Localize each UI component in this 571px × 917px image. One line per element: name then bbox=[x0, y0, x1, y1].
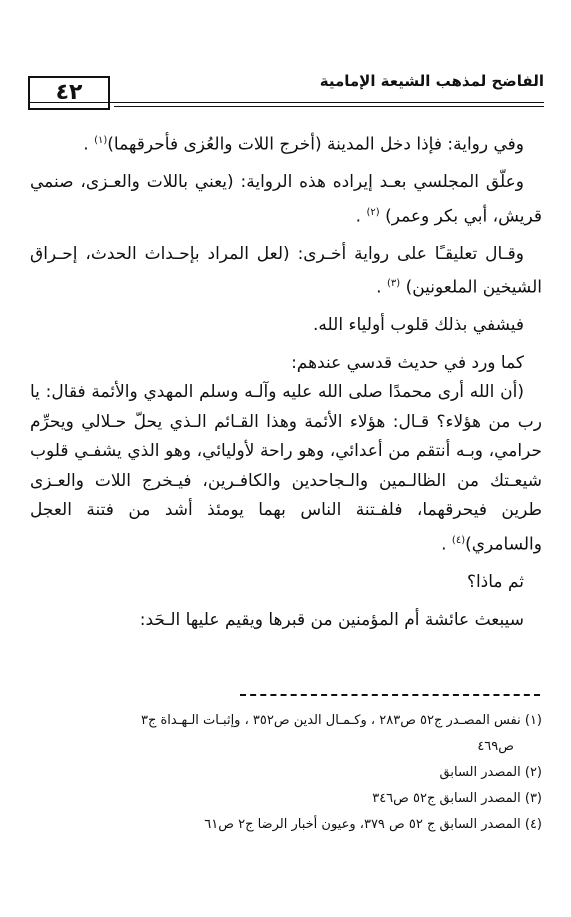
footnote: (١) نفس المصـدر ج٥٢ ص٢٨٣ ، وكـمـال الدين ص٣٥٢ ، وإثبـات الـهـداة ج٣ bbox=[140, 713, 542, 728]
paragraph: كما ورد في حديث قدسي عندهم: bbox=[291, 352, 524, 373]
paragraph: وعلّق المجلسي بعـد إيراده هذه الرواية: (يعني باللات والعـزى، صنمي قريش، أبي بكر وعمر) $^{(٢)}$ . bbox=[30, 172, 542, 227]
paragraph: وقـال تعليقـًا على رواية أخـرى: (لعل المراد بإحـداث الحدث، إحـراق الشيخين الملعونين) $^{(٣)}$ . bbox=[30, 243, 542, 298]
footnote-ref[interactable]: (٤) bbox=[451, 534, 466, 546]
footnote-separator bbox=[240, 694, 540, 696]
body-text bbox=[30, 126, 542, 635]
paragraph: فيشفي بذلك قلوب أولياء الله. bbox=[313, 315, 524, 336]
footnote-continuation: ص٤٦٩ bbox=[477, 739, 514, 754]
paragraph: وفي رواية: فإذا دخل المدينة (أخرج اللات والعُزى فأحرقهما)$^{(١)}$ . bbox=[83, 134, 524, 155]
footnote-ref[interactable]: (٢) bbox=[366, 206, 380, 218]
footnote-ref[interactable]: (١) bbox=[94, 135, 108, 146]
header-rule-secondary bbox=[114, 106, 544, 107]
quote-paragraph: (أن الله أرى محمدًا صلى الله عليه وآلـه وسلم المهدي والأئمة فقال: يا رب من هؤلاء؟ قـال: هؤلاء الأئمة وهذا القـائم الـذي يحلّ حـلالي ويحرِّم حرامي، وبـه أنتقم من أعدائي، وهو راحة لأوليائي، وهو الذي يشفـي قلوب شيعـتك من الظالـمين والـجاحدين والكافـرين، فيـخرج اللات والعـزى طرين فيحرقهما، فلفـتنة الناس بهما يومئذ أشد من فتنة العجل والسامري)$^{(٤)}$ . bbox=[30, 382, 542, 555]
paragraph: ثم ماذا؟ bbox=[466, 572, 524, 593]
footnote: (٣) المصدر السابق ج٥٢ ص٣٤٦ bbox=[372, 791, 542, 806]
page-number: ٤٢ bbox=[28, 76, 110, 110]
page-header bbox=[28, 70, 544, 114]
footnotes bbox=[26, 708, 542, 838]
footnote: (٤) المصدر السابق ج ٥٢ ص ٣٧٩، وعيون أخبار الرضا ج٢ ص٦١ bbox=[204, 817, 542, 832]
header-rule bbox=[28, 102, 544, 103]
paragraph: سيبعث عائشة أم المؤمنين من قبرها ويقيم عليها الـحَد: bbox=[139, 609, 524, 630]
footnote-ref[interactable]: (٣) bbox=[386, 278, 401, 290]
running-title: الفاضح لمذهب الشيعة الإمامية bbox=[319, 72, 544, 90]
footnote: (٢) المصدر السابق bbox=[439, 765, 542, 780]
